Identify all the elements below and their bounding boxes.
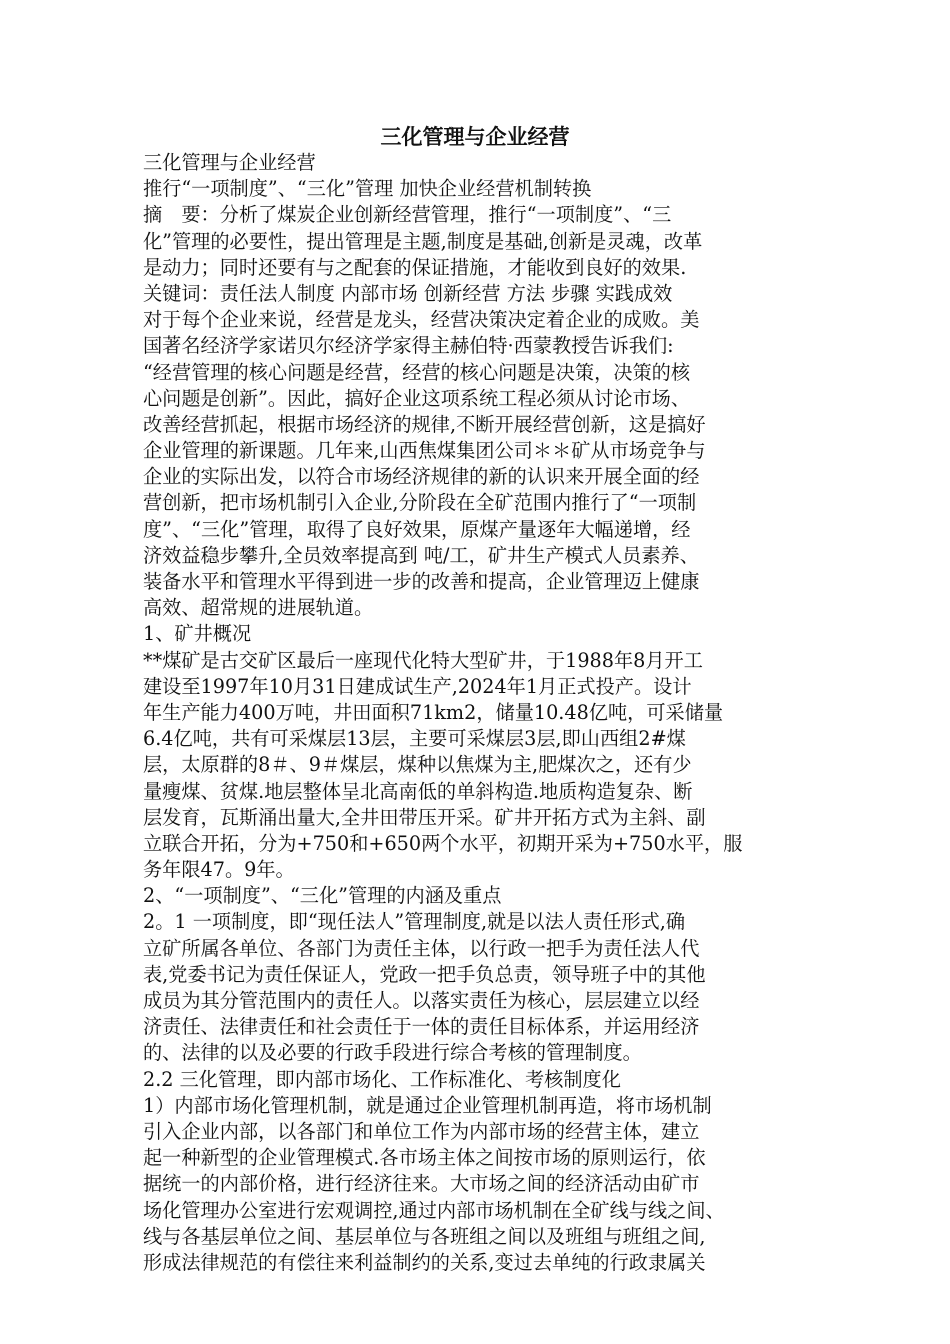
text-line: 层发育，瓦斯涌出量大,全井田带压开采。矿井开拓方式为主斜、副 (143, 805, 706, 829)
text-line: 关键词：责任法人制度 内部市场 创新经营 方法 步骤 实践成效 (143, 281, 673, 305)
text-line: 高效、超常规的进展轨道。 (143, 596, 374, 620)
text-line: 企业的实际出发，以符合市场经济规律的新的认识来开展全面的经 (143, 465, 700, 489)
text-line: 表,党委书记为责任保证人，党政一把手负总责，领导班子中的其他 (143, 962, 706, 986)
text-line: 引入企业内部，以各部门和单位工作为内部市场的经营主体，建立 (143, 1119, 700, 1143)
text-line: 化”管理的必要性，提出管理是主题,制度是基础,创新是灵魂，改革 (143, 229, 703, 253)
text-line: 2、“一项制度”、“三化”管理的内涵及重点 (143, 884, 502, 908)
text-line: 层，太原群的8＃、9＃煤层，煤种以焦煤为主,肥煤次之，还有少 (143, 753, 692, 777)
text-line: 2。1 一项制度，即“现任法人”管理制度,就是以法人责任形式,确 (143, 910, 686, 934)
text-line: 立矿所属各单位、各部门为责任主体，以行政一把手为责任法人代 (143, 936, 700, 960)
text-line: 度”、“三化”管理，取得了良好效果，原煤产量逐年大幅递增，经 (143, 517, 691, 541)
text-line: 国著名经济学家诺贝尔经济学家得主赫伯特·西蒙教授告诉我们: (143, 334, 674, 358)
text-line: “经营管理的核心问题是经营，经营的核心问题是决策，决策的核 (143, 360, 691, 384)
text-line: 场化管理办公室进行宏观调控,通过内部市场机制在全矿线与线之间、 (143, 1198, 725, 1222)
text-line: 济责任、法律责任和社会责任于一体的责任目标体系，并运用经济 (143, 1015, 700, 1039)
text-line: 年生产能力400万吨，井田面积71km2，储量10.48亿吨，可采储量 (143, 700, 724, 724)
text-line: 1）内部市场化管理机制，就是通过企业管理机制再造，将市场机制 (143, 1093, 712, 1117)
text-line: 立联合开拓，分为+750和+650两个水平，初期开采为+750水平，服 (143, 831, 743, 855)
text-line: 量瘦煤、贫煤.地层整体呈北高南低的单斜构造.地质构造复杂、断 (143, 779, 693, 803)
text-line: 形成法律规范的有偿往来利益制约的关系,变过去单纯的行政隶属关 (143, 1250, 706, 1274)
text-line: 的、法律的以及必要的行政手段进行综合考核的管理制度。 (143, 1041, 642, 1065)
text-line: 营创新，把市场机制引入企业,分阶段在全矿范围内推行了“一项制 (143, 491, 697, 515)
text-line: 三化管理与企业经营 (143, 151, 316, 174)
document-body (143, 150, 823, 1276)
text-line: 推行“一项制度”、“三化”管理 加快企业经营机制转换 (143, 177, 592, 201)
text-line: 是动力；同时还要有与之配套的保证措施，才能收到良好的效果. (143, 255, 687, 279)
text-line: 济效益稳步攀升,全员效率提高到 吨/工，矿井生产模式人员素养、 (143, 543, 699, 567)
text-line: 心问题是创新”。因此，搞好企业这项系统工程必须从讨论市场、 (143, 386, 691, 410)
text-line: 务年限47。9年。 (143, 858, 295, 882)
text-line: 据统一的内部价格，进行经济往来。大市场之间的经济活动由矿市 (143, 1172, 700, 1196)
text-line: 6.4亿吨，共有可采煤层13层，主要可采煤层3层,即山西组2#煤 (143, 727, 686, 751)
text-line: 线与各基层单位之间、基层单位与各班组之间以及班组与班组之间, (143, 1224, 706, 1248)
text-line: 装备水平和管理水平得到进一步的改善和提高，企业管理迈上健康 (143, 570, 700, 593)
document-title: 三化管理与企业经营 (380, 124, 570, 149)
text-line: 成员为其分管范围内的责任人。以落实责任为核心，层层建立以经 (143, 989, 700, 1012)
text-line: **煤矿是古交矿区最后一座现代化特大型矿井，于1988年8月开工 (143, 648, 703, 672)
text-line: 对于每个企业来说，经营是龙头，经营决策决定着企业的成败。美 (143, 308, 700, 332)
text-line: 起一种新型的企业管理模式.各市场主体之间按市场的原则运行，依 (143, 1146, 706, 1170)
text-line: 摘 要：分析了煤炭企业创新经营管理，推行“一项制度”、“三 (143, 203, 672, 227)
text-line: 2.2 三化管理，即内部市场化、工作标准化、考核制度化 (143, 1067, 621, 1091)
text-line: 改善经营抓起，根据市场经济的规律,不断开展经营创新，这是搞好 (143, 412, 706, 436)
text-line: 建设至1997年10月31日建成试生产,2024年1月正式投产。设计 (143, 674, 692, 698)
text-line: 企业管理的新课题。几年来,山西焦煤集团公司＊＊矿从市场竞争与 (143, 439, 706, 463)
text-line: 1、矿井概况 (143, 622, 252, 646)
